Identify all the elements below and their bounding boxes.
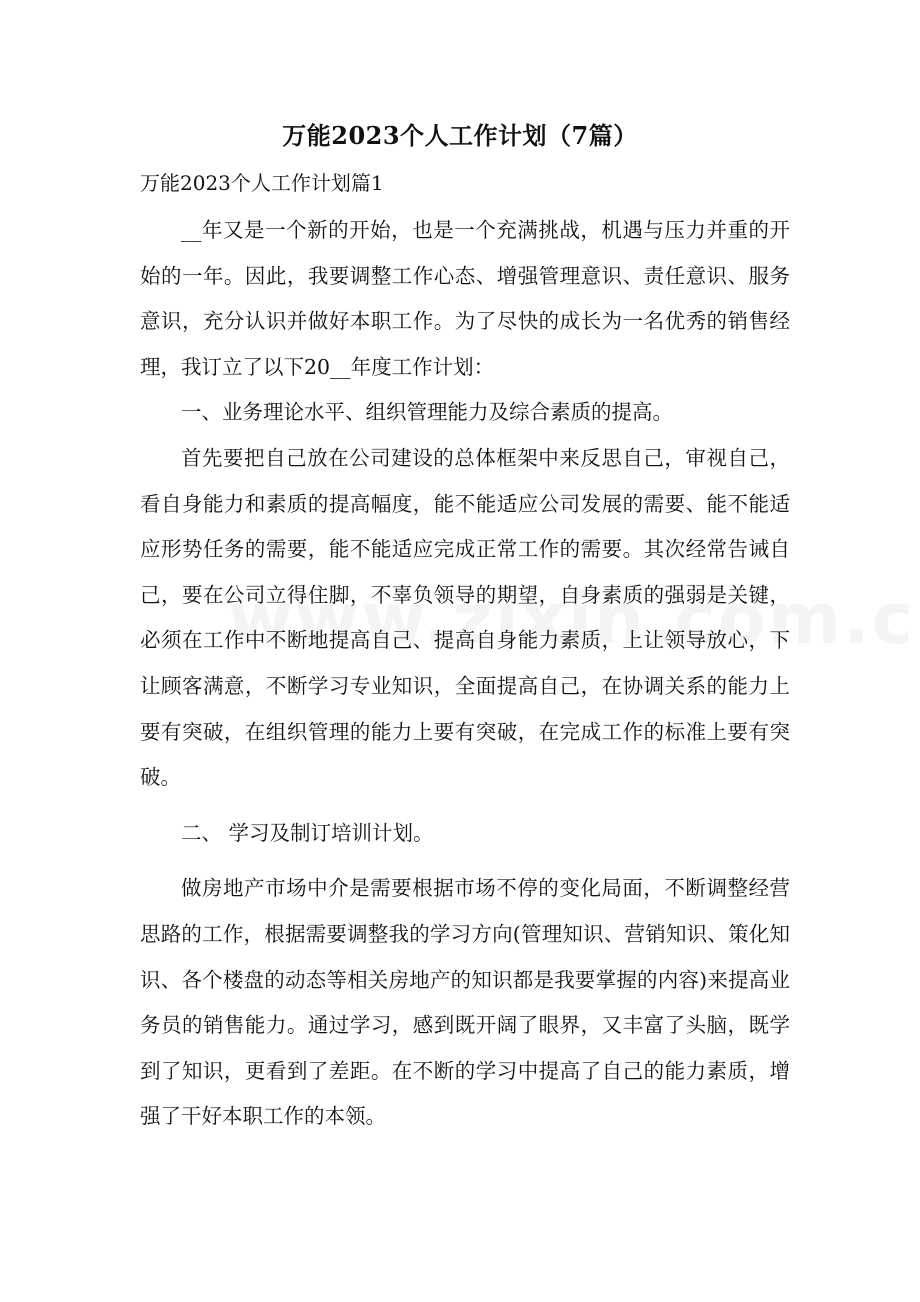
section-subtitle: 万能2023个人工作计划篇1 [140,171,384,195]
document-title: 万能2023个人工作计划（7篇） [282,121,638,150]
paragraph-section-1: 首先要把自己放在公司建设的总体框架中来反思自己，审视自己，看自身能力和素质的提高幅度，能不能适应公司发展的需要、能不能适应形势任务的需要，能不能适应完成正常工作的需要。其次经常告诫自己，要在公司立得住脚，不辜负领导的期望，自身素质的强弱是关键，必须在工作中不断地提高自己、提高自身能力素质，上让领导放心，下让顾客满意，不断学习专业知识，全面提高自己，在协调关系的能力上要有突破，在组织管理的能力上要有突破，在完成工作的标准上要有突破。 [140,445,790,790]
heading-section-2: 二、 学习及制订培训计划。 [181,820,434,845]
heading-section-1: 一、业务理论水平、组织管理能力及综合素质的提高。 [181,400,673,425]
document-body [140,208,790,1140]
paragraph-section-2: 做房地产市场中介是需要根据市场不停的变化局面，不断调整经营思路的工作，根据需要调整我的学习方向(管理知识、营销知识、策化知识、各个楼盘的动态等相关房地产的知识都是我要掌握的内容)来提高业务员的销售能力。通过学习，感到既开阔了眼界，又丰富了头脑，既学到了知识，更看到了差距。在不断的学习中提高了自己的能力素质，增强了干好本职工作的本领。 [140,876,790,1129]
paragraph-intro: __年又是一个新的开始，也是一个充满挑战，机遇与压力并重的开始的一年。因此，我要调整工作心态、增强管理意识、责任意识、服务意识，充分认识并做好本职工作。为了尽快的成长为一名优秀的销售经理，我订立了以下20__年度工作计划： [140,218,790,379]
